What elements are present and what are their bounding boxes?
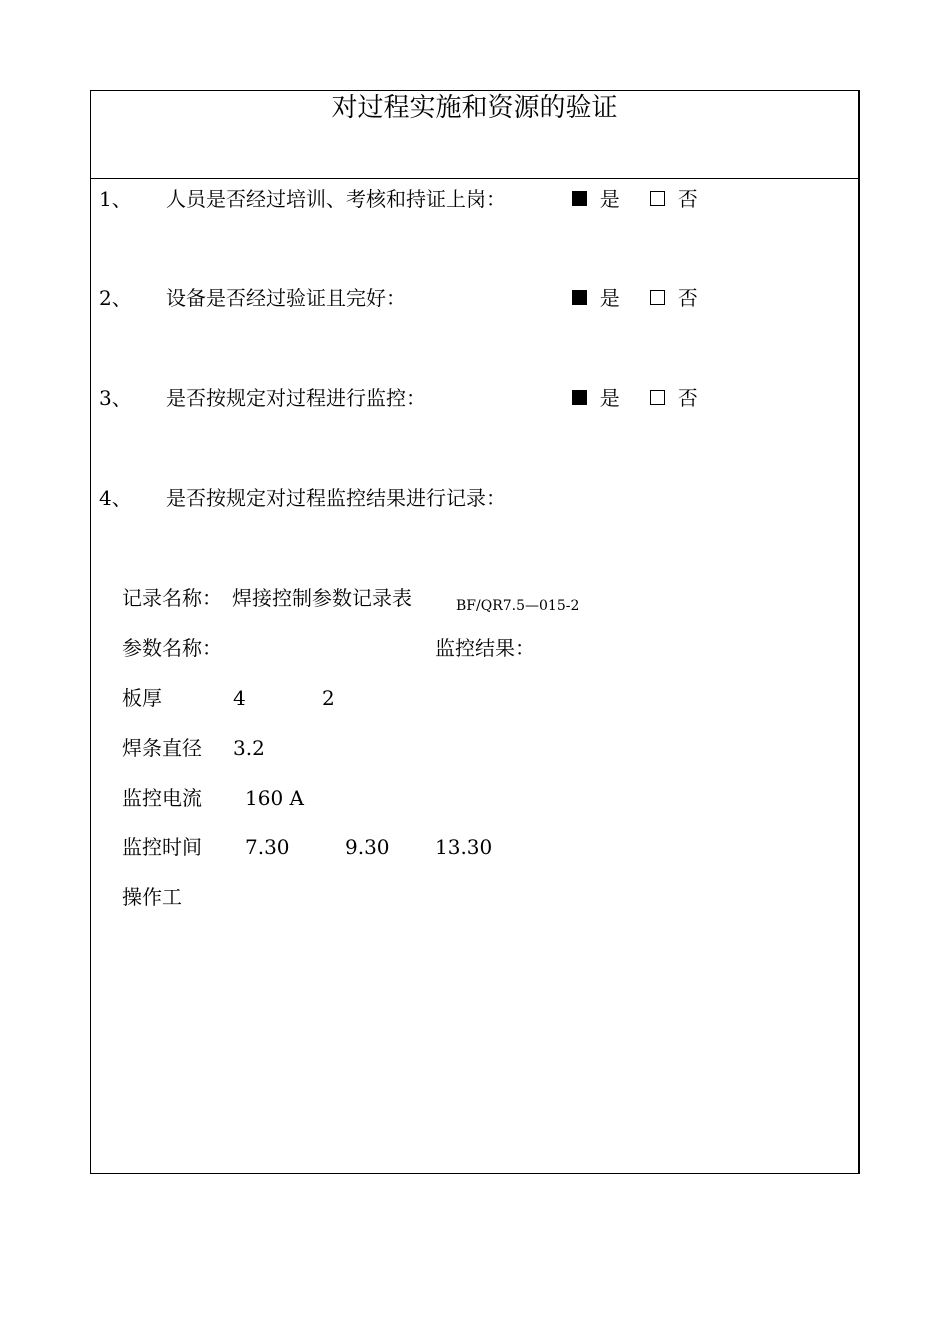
- yes-label: 是: [599, 386, 620, 410]
- no-label: 否: [677, 386, 698, 410]
- yes-option[interactable]: [572, 187, 620, 211]
- row-value: 160 A: [245, 786, 304, 810]
- checked-box-icon[interactable]: [572, 290, 587, 305]
- no-option[interactable]: [650, 286, 698, 310]
- unchecked-box-icon[interactable]: [650, 191, 665, 206]
- row-label-thickness: 板厚: [122, 686, 162, 710]
- unchecked-box-icon[interactable]: [650, 290, 665, 305]
- row-label-time: 监控时间: [122, 835, 202, 859]
- record-name-value: 焊接控制参数记录表: [232, 586, 412, 610]
- question-number: 4、: [99, 486, 132, 510]
- row-label-operator: 操作工: [122, 885, 182, 909]
- record-code: BF/QR7.5—015-2: [456, 598, 580, 614]
- question-text: 设备是否经过验证且完好：: [166, 286, 406, 310]
- no-option[interactable]: [650, 386, 698, 410]
- row-value: 4: [233, 686, 246, 710]
- question-number: 3、: [99, 386, 132, 410]
- yes-label: 是: [599, 187, 620, 211]
- header-row: [91, 91, 858, 179]
- result-label: 监控结果：: [435, 636, 535, 660]
- page-title: 对过程实施和资源的验证: [331, 93, 618, 123]
- question-text: 是否按规定对过程监控结果进行记录：: [166, 486, 506, 510]
- row-value: 13.30: [435, 835, 493, 859]
- question-text: 人员是否经过培训、考核和持证上岗：: [166, 187, 506, 211]
- checked-box-icon[interactable]: [572, 191, 587, 206]
- row-value: 7.30: [245, 835, 290, 859]
- question-number: 2、: [99, 286, 132, 310]
- row-value: 2: [322, 686, 335, 710]
- question-number: 1、: [99, 187, 132, 211]
- checked-box-icon[interactable]: [572, 390, 587, 405]
- param-label: 参数名称：: [122, 636, 222, 660]
- row-label-electrode: 焊条直径: [122, 736, 202, 760]
- no-label: 否: [677, 187, 698, 211]
- yes-option[interactable]: [572, 286, 620, 310]
- row-value: 9.30: [345, 835, 390, 859]
- form-frame: [90, 90, 860, 1174]
- record-name-label: 记录名称：: [122, 586, 222, 610]
- unchecked-box-icon[interactable]: [650, 390, 665, 405]
- yes-label: 是: [599, 286, 620, 310]
- question-text: 是否按规定对过程进行监控：: [166, 386, 426, 410]
- row-value: 3.2: [233, 736, 265, 760]
- no-option[interactable]: [650, 187, 698, 211]
- row-label-current: 监控电流: [122, 786, 202, 810]
- yes-option[interactable]: [572, 386, 620, 410]
- no-label: 否: [677, 286, 698, 310]
